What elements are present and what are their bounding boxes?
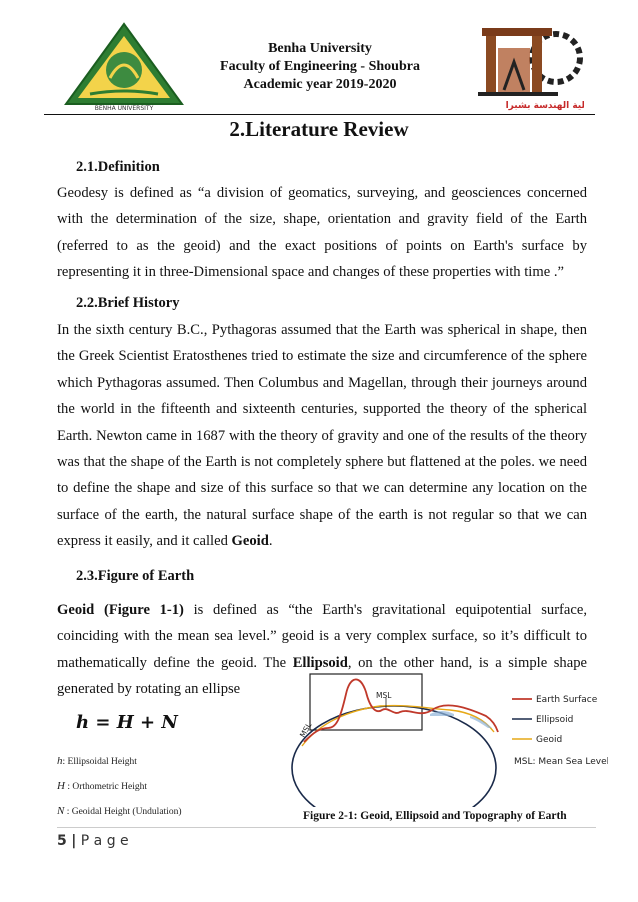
definition-item [57,780,147,792]
earth-figure-svg [290,672,608,807]
geoid-figure-ref: Geoid (Figure 1-1) [57,602,184,618]
page-footer [57,833,129,849]
history-heading: 2.2.Brief History [76,295,180,311]
definition-heading: 2.1.Definition [76,159,160,175]
section-title-text: Literature Review [245,117,409,141]
definition-item [57,755,137,767]
legend-label-earth-surface: Earth Surface [536,695,598,705]
faculty-logo [468,18,584,112]
history-paragraph [57,317,587,555]
ellipsoid-curve [292,706,496,807]
desc-h: : Ellipsoidal Height [62,757,137,767]
history-text: In the sixth century B.C., Pythagoras assumed that the Earth was spherical in shape, then the Greek Scientist Eratosthenes tried to estimate the size and circumference of the sphere which Pythagoras assumed. Then Columbus and Magellan, through their journeys around the world in the fifteenth and sixteenth centuries, supported the theory of the spherical Earth. Newton came in 1687 with the theory of gravity and one of the results of the theory was that the shape of the Earth is not completely sphere but flattened at the poles. we need to define the shape and size of this surface so that we can determine any location on the surface of the earth, the natural surface shape of the earth is not regular so that we can express it easily, and it called [57,322,587,550]
footer-separator: | [71,833,77,849]
legend [512,695,608,767]
desc-H: : Orthometric Height [64,782,148,792]
symbol-H: H [57,780,65,792]
faculty-name: Faculty of Engineering - Shoubra [220,59,420,74]
desc-N: : Geoidal Height (Undulation) [64,807,182,817]
geoid-term: Geoid [231,533,269,550]
figure-text-b: , on the other hand, is a simple shape generated by rotating an ellipse [57,654,587,698]
definition-item [57,805,181,817]
university-logo [60,18,188,112]
legend-label-ellipsoid: Ellipsoid [536,715,574,725]
earth-surface-curve [304,679,498,742]
symbol-N: N [57,805,65,817]
msl-label-left: MSL [297,721,314,739]
footer-divider [57,827,596,828]
definition-paragraph: Geodesy is defined as “a division of geomatics, surveying, and geosciences concerned with the determination of the size, shape, orientation and gravity field of the Earth (referred to as the geoid) and the exact positions of points on Earth's surface by representing it in three-Dimensional space and changes of these properties with time .” [57,185,587,281]
figure-caption: Figure 2-1: Geoid, Ellipsoid and Topography of Earth [303,810,567,822]
geoid-curve [302,706,494,746]
page-number: 5 [57,833,67,849]
figure-text-a: is defined as “the Earth's gravitational equipotential surface, coinciding with the mean sea level.” geoid is a very complex surface, so it’s difficult to mathematically define the geoid. The [57,602,587,671]
height-formula: h = H + N [76,712,178,733]
symbol-h: h [57,755,63,767]
svg-text:BENHA UNIVERSITY: BENHA UNIVERSITY [94,105,154,112]
section-number: 2. [229,117,246,141]
ocean-fill [430,711,454,716]
history-tail: . [268,533,273,550]
page-word: P a g e [80,833,129,849]
msl-label-top: MSL [376,691,392,700]
header-institution [200,40,440,94]
earth-figure [290,672,608,807]
ellipsoid-term: Ellipsoid [292,654,348,671]
section-title [0,117,638,142]
university-name: Benha University [268,41,372,56]
msl-note: MSL: Mean Sea Level [514,757,608,767]
svg-text:كلية الهندسة بشبرا: كلية الهندسة بشبرا [505,101,584,111]
academic-year: Academic year 2019-2020 [243,77,397,92]
figure-of-earth-heading: 2.3.Figure of Earth [76,568,195,584]
legend-label-geoid: Geoid [536,735,563,745]
header-divider [44,114,595,115]
